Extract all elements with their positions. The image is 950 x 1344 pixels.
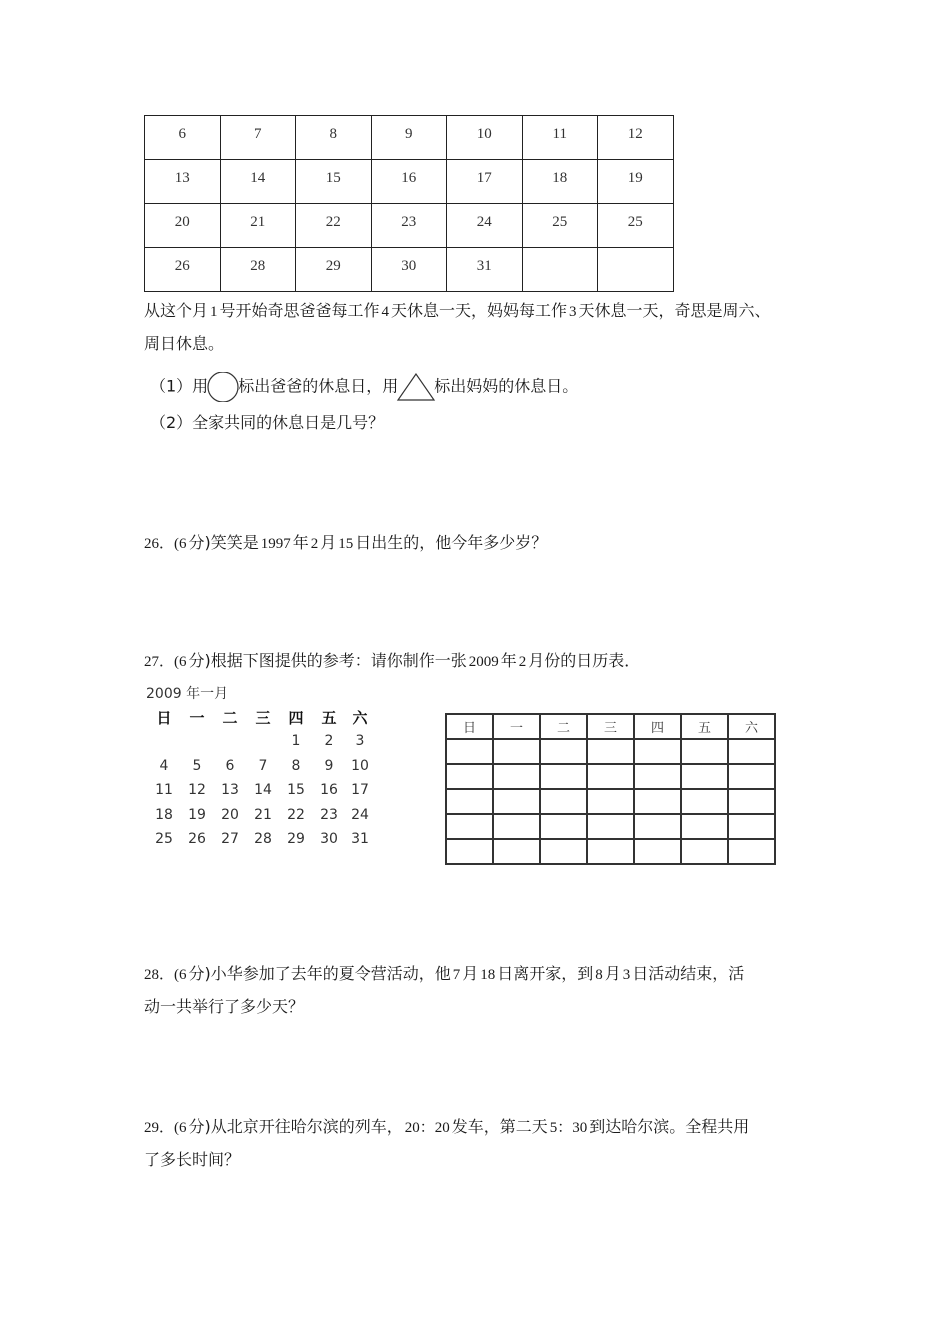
q26-num: 2 — [310, 536, 319, 552]
blank-calendar-cell[interactable] — [634, 789, 681, 814]
reference-day: 6 — [225, 758, 235, 774]
blank-calendar-row — [446, 789, 775, 814]
blank-calendar-weekday-header: 三 — [587, 714, 634, 739]
q25-num: 1 — [210, 304, 218, 320]
reference-day: 15 — [287, 782, 305, 798]
reference-day: 7 — [258, 758, 268, 774]
reference-week-row — [144, 831, 376, 853]
reference-day: 21 — [254, 807, 272, 823]
reference-day: 26 — [188, 831, 206, 847]
reference-day: 18 — [155, 807, 173, 823]
blank-calendar-cell[interactable] — [540, 814, 587, 839]
question-28 — [144, 963, 744, 986]
q29-num: 20：20 — [404, 1120, 450, 1136]
blank-calendar-row — [446, 764, 775, 789]
q26-text: 年 — [292, 533, 309, 552]
q28-num: 7 — [452, 967, 461, 983]
reference-weekday-label: 五 — [321, 709, 337, 727]
q29-num: 5：30 — [549, 1120, 588, 1136]
reference-day: 1 — [291, 733, 301, 749]
calendar-day-cell[interactable]: 20 — [145, 204, 221, 248]
calendar-day-cell[interactable] — [522, 248, 598, 292]
blank-calendar-cell[interactable] — [446, 764, 493, 789]
blank-calendar-cell[interactable] — [493, 814, 540, 839]
reference-weekday-label: 日 — [156, 709, 172, 727]
q28-num: 3 — [622, 967, 631, 983]
blank-calendar-cell[interactable] — [728, 789, 775, 814]
calendar-day-cell[interactable]: 21 — [220, 204, 296, 248]
q28-text: 月 — [462, 964, 479, 983]
q25-sub1-text: 标出妈妈的休息日。 — [434, 376, 579, 396]
blank-calendar-cell[interactable] — [446, 814, 493, 839]
calendar-day-cell[interactable]: 17 — [447, 160, 523, 204]
q28-text: 月 — [604, 964, 621, 983]
calendar-day-cell[interactable]: 14 — [220, 160, 296, 204]
calendar-day-cell[interactable] — [598, 248, 674, 292]
blank-calendar-cell[interactable] — [446, 839, 493, 864]
q27-text: 分)根据下图提供的参考：请你制作一张 — [188, 651, 467, 670]
circle-icon — [206, 372, 240, 402]
reference-weekday-label: 六 — [352, 709, 368, 727]
reference-calendar-title: 2009 年一月 — [146, 686, 229, 702]
calendar-day-cell[interactable]: 24 — [447, 204, 523, 248]
reference-day: 23 — [320, 807, 338, 823]
calendar-day-cell[interactable]: 26 — [145, 248, 221, 292]
q28-text: 日活动结束，活 — [632, 964, 745, 983]
q25-num: 3 — [569, 304, 577, 320]
reference-day: 17 — [351, 782, 369, 798]
question-27 — [144, 650, 640, 673]
q28-text: 日离开家，到 — [497, 964, 594, 983]
calendar-day-cell[interactable]: 6 — [145, 116, 221, 160]
calendar-day-cell[interactable]: 16 — [371, 160, 447, 204]
q27-number: 27．(6 — [144, 654, 187, 670]
calendar-day-cell[interactable]: 13 — [145, 160, 221, 204]
calendar-row — [145, 160, 674, 204]
q26-text: 日出生的，他今年多少岁？ — [355, 533, 548, 552]
blank-calendar-weekday-header: 四 — [634, 714, 681, 739]
question-29 — [144, 1116, 749, 1139]
q29-number: 29．(6 — [144, 1120, 187, 1136]
blank-calendar-cell[interactable] — [634, 764, 681, 789]
reference-day: 16 — [320, 782, 338, 798]
reference-day: 14 — [254, 782, 272, 798]
reference-day: 9 — [324, 758, 334, 774]
reference-day: 24 — [351, 807, 369, 823]
question-26 — [144, 532, 547, 555]
blank-calendar-cell[interactable] — [681, 789, 728, 814]
q25-sub1-text: （1）用 — [150, 376, 209, 396]
blank-calendar-cell[interactable] — [493, 764, 540, 789]
blank-calendar-weekday-header: 二 — [540, 714, 587, 739]
reference-day: 13 — [221, 782, 239, 798]
reference-day: 22 — [287, 807, 305, 823]
reference-day: 8 — [291, 758, 301, 774]
reference-day: 11 — [155, 782, 173, 798]
q26-num: 15 — [338, 536, 354, 552]
calendar-day-cell[interactable]: 7 — [220, 116, 296, 160]
blank-calendar-weekday-header: 五 — [681, 714, 728, 739]
q25-num: 4 — [381, 304, 390, 320]
calendar-day-cell[interactable]: 30 — [371, 248, 447, 292]
q29-text: 到达哈尔滨。全程共用 — [589, 1117, 750, 1136]
reference-day: 28 — [254, 831, 272, 847]
q27-text: 年 — [500, 651, 517, 670]
q25-text: 天休息一天，奇思是周六、 — [578, 301, 771, 320]
q28-text: 分)小华参加了去年的夏令营活动，他 — [188, 964, 451, 983]
calendar-day-cell[interactable]: 19 — [598, 160, 674, 204]
blank-calendar-cell[interactable] — [681, 839, 728, 864]
blank-calendar-weekday-header: 日 — [446, 714, 493, 739]
reference-day: 12 — [188, 782, 206, 798]
question-28-line2 — [144, 996, 304, 1018]
blank-calendar-cell[interactable] — [493, 839, 540, 864]
reference-day: 19 — [188, 807, 206, 823]
q29-text: 了多长时间？ — [144, 1150, 241, 1169]
reference-weekday-label: 二 — [222, 709, 238, 727]
q25-text: 从这个月 — [144, 301, 209, 320]
blank-calendar-cell[interactable] — [587, 814, 634, 839]
calendar-day-cell[interactable]: 18 — [522, 160, 598, 204]
reference-day: 20 — [221, 807, 239, 823]
q27-num: 2009 — [468, 654, 499, 670]
blank-calendar-row — [446, 814, 775, 839]
reference-day: 4 — [159, 758, 169, 774]
blank-calendar-cell[interactable] — [540, 764, 587, 789]
reference-week-row — [144, 807, 376, 829]
calendar-day-cell[interactable]: 10 — [447, 116, 523, 160]
calendar-row — [145, 116, 674, 160]
blank-calendar-cell[interactable] — [681, 739, 728, 764]
reference-day: 31 — [351, 831, 369, 847]
blank-calendar-cell[interactable] — [587, 839, 634, 864]
reference-weekday-label: 三 — [255, 709, 271, 727]
q29-text: 分)从北京开往哈尔滨的列车， — [188, 1117, 403, 1136]
calendar-day-cell[interactable]: 31 — [447, 248, 523, 292]
blank-calendar-cell[interactable] — [540, 789, 587, 814]
q28-num: 18 — [480, 967, 496, 983]
reference-day: 10 — [351, 758, 369, 774]
blank-calendar-cell[interactable] — [728, 839, 775, 864]
calendar-day-cell[interactable]: 25 — [522, 204, 598, 248]
blank-calendar-cell[interactable] — [493, 739, 540, 764]
blank-calendar-cell[interactable] — [634, 814, 681, 839]
reference-week-row — [144, 758, 376, 780]
blank-calendar-weekday-header: 一 — [493, 714, 540, 739]
reference-week-row — [144, 733, 376, 755]
blank-calendar-cell[interactable] — [634, 739, 681, 764]
calendar-day-cell[interactable]: 23 — [371, 204, 447, 248]
q25-instruction-line1 — [144, 300, 771, 323]
q28-number: 28．(6 — [144, 967, 187, 983]
reference-day: 25 — [155, 831, 173, 847]
reference-weekday-label: 一 — [189, 709, 205, 727]
q25-sub-question-2 — [150, 412, 384, 434]
q27-num: 2 — [518, 654, 527, 670]
question-29-line2 — [144, 1149, 240, 1171]
q29-text: 发车，第二天 — [451, 1117, 548, 1136]
blank-calendar-weekday-header: 六 — [728, 714, 775, 739]
blank-calendar-cell[interactable] — [446, 789, 493, 814]
reference-calendar-jan-2009 — [144, 683, 376, 853]
reference-day: 30 — [320, 831, 338, 847]
calendar-day-cell[interactable]: 15 — [296, 160, 372, 204]
blank-calendar-cell[interactable] — [587, 739, 634, 764]
blank-calendar-table — [445, 713, 776, 865]
reference-week-row — [144, 782, 376, 804]
q25-sub1-text: 标出爸爸的休息日，用 — [238, 376, 399, 396]
q25-sub-question-1 — [150, 372, 578, 402]
triangle-icon — [396, 372, 436, 402]
reference-weekday-label: 四 — [288, 709, 304, 727]
calendar-day-cell[interactable]: 22 — [296, 204, 372, 248]
q28-text: 动一共举行了多少天？ — [144, 997, 305, 1016]
calendar-day-cell[interactable]: 8 — [296, 116, 372, 160]
q26-text: 月 — [320, 533, 337, 552]
q25-text: 天休息一天，妈妈每工作 — [391, 301, 568, 320]
blank-calendar-cell[interactable] — [493, 789, 540, 814]
reference-day: 3 — [355, 733, 365, 749]
blank-calendar-row — [446, 739, 775, 764]
blank-calendar-cell[interactable] — [728, 814, 775, 839]
blank-calendar-cell[interactable] — [587, 764, 634, 789]
calendar-day-cell[interactable]: 29 — [296, 248, 372, 292]
blank-calendar-cell[interactable] — [540, 839, 587, 864]
blank-calendar-cell[interactable] — [728, 764, 775, 789]
calendar-day-cell[interactable]: 9 — [371, 116, 447, 160]
calendar-day-cell[interactable]: 25 — [598, 204, 674, 248]
reference-day: 29 — [287, 831, 305, 847]
month-calendar-grid — [144, 115, 674, 292]
q26-number: 26．(6 — [144, 536, 187, 552]
q28-num: 8 — [595, 967, 603, 983]
reference-day: 27 — [221, 831, 239, 847]
q25-sub2-text: （2）全家共同的休息日是几号？ — [150, 413, 385, 432]
q26-num: 1997 — [260, 536, 291, 552]
reference-day: 5 — [192, 758, 202, 774]
blank-calendar-cell[interactable] — [681, 814, 728, 839]
q25-instruction-line2 — [144, 333, 224, 355]
blank-calendar-cell[interactable] — [728, 739, 775, 764]
blank-calendar-cell[interactable] — [446, 739, 493, 764]
blank-calendar-cell[interactable] — [540, 739, 587, 764]
reference-day: 2 — [324, 733, 334, 749]
blank-calendar-cell[interactable] — [587, 789, 634, 814]
calendar-day-cell[interactable]: 11 — [522, 116, 598, 160]
blank-calendar-cell[interactable] — [681, 764, 728, 789]
q27-text: 月份的日历表． — [528, 651, 641, 670]
calendar-row — [145, 248, 674, 292]
blank-calendar-cell[interactable] — [634, 839, 681, 864]
q25-text: 号开始奇思爸爸每工作 — [219, 301, 380, 320]
calendar-day-cell[interactable]: 28 — [220, 248, 296, 292]
calendar-day-cell[interactable]: 12 — [598, 116, 674, 160]
q26-text: 分)笑笑是 — [188, 533, 259, 552]
blank-calendar-row — [446, 839, 775, 864]
q25-text: 周日休息。 — [144, 334, 225, 353]
calendar-row — [145, 204, 674, 248]
